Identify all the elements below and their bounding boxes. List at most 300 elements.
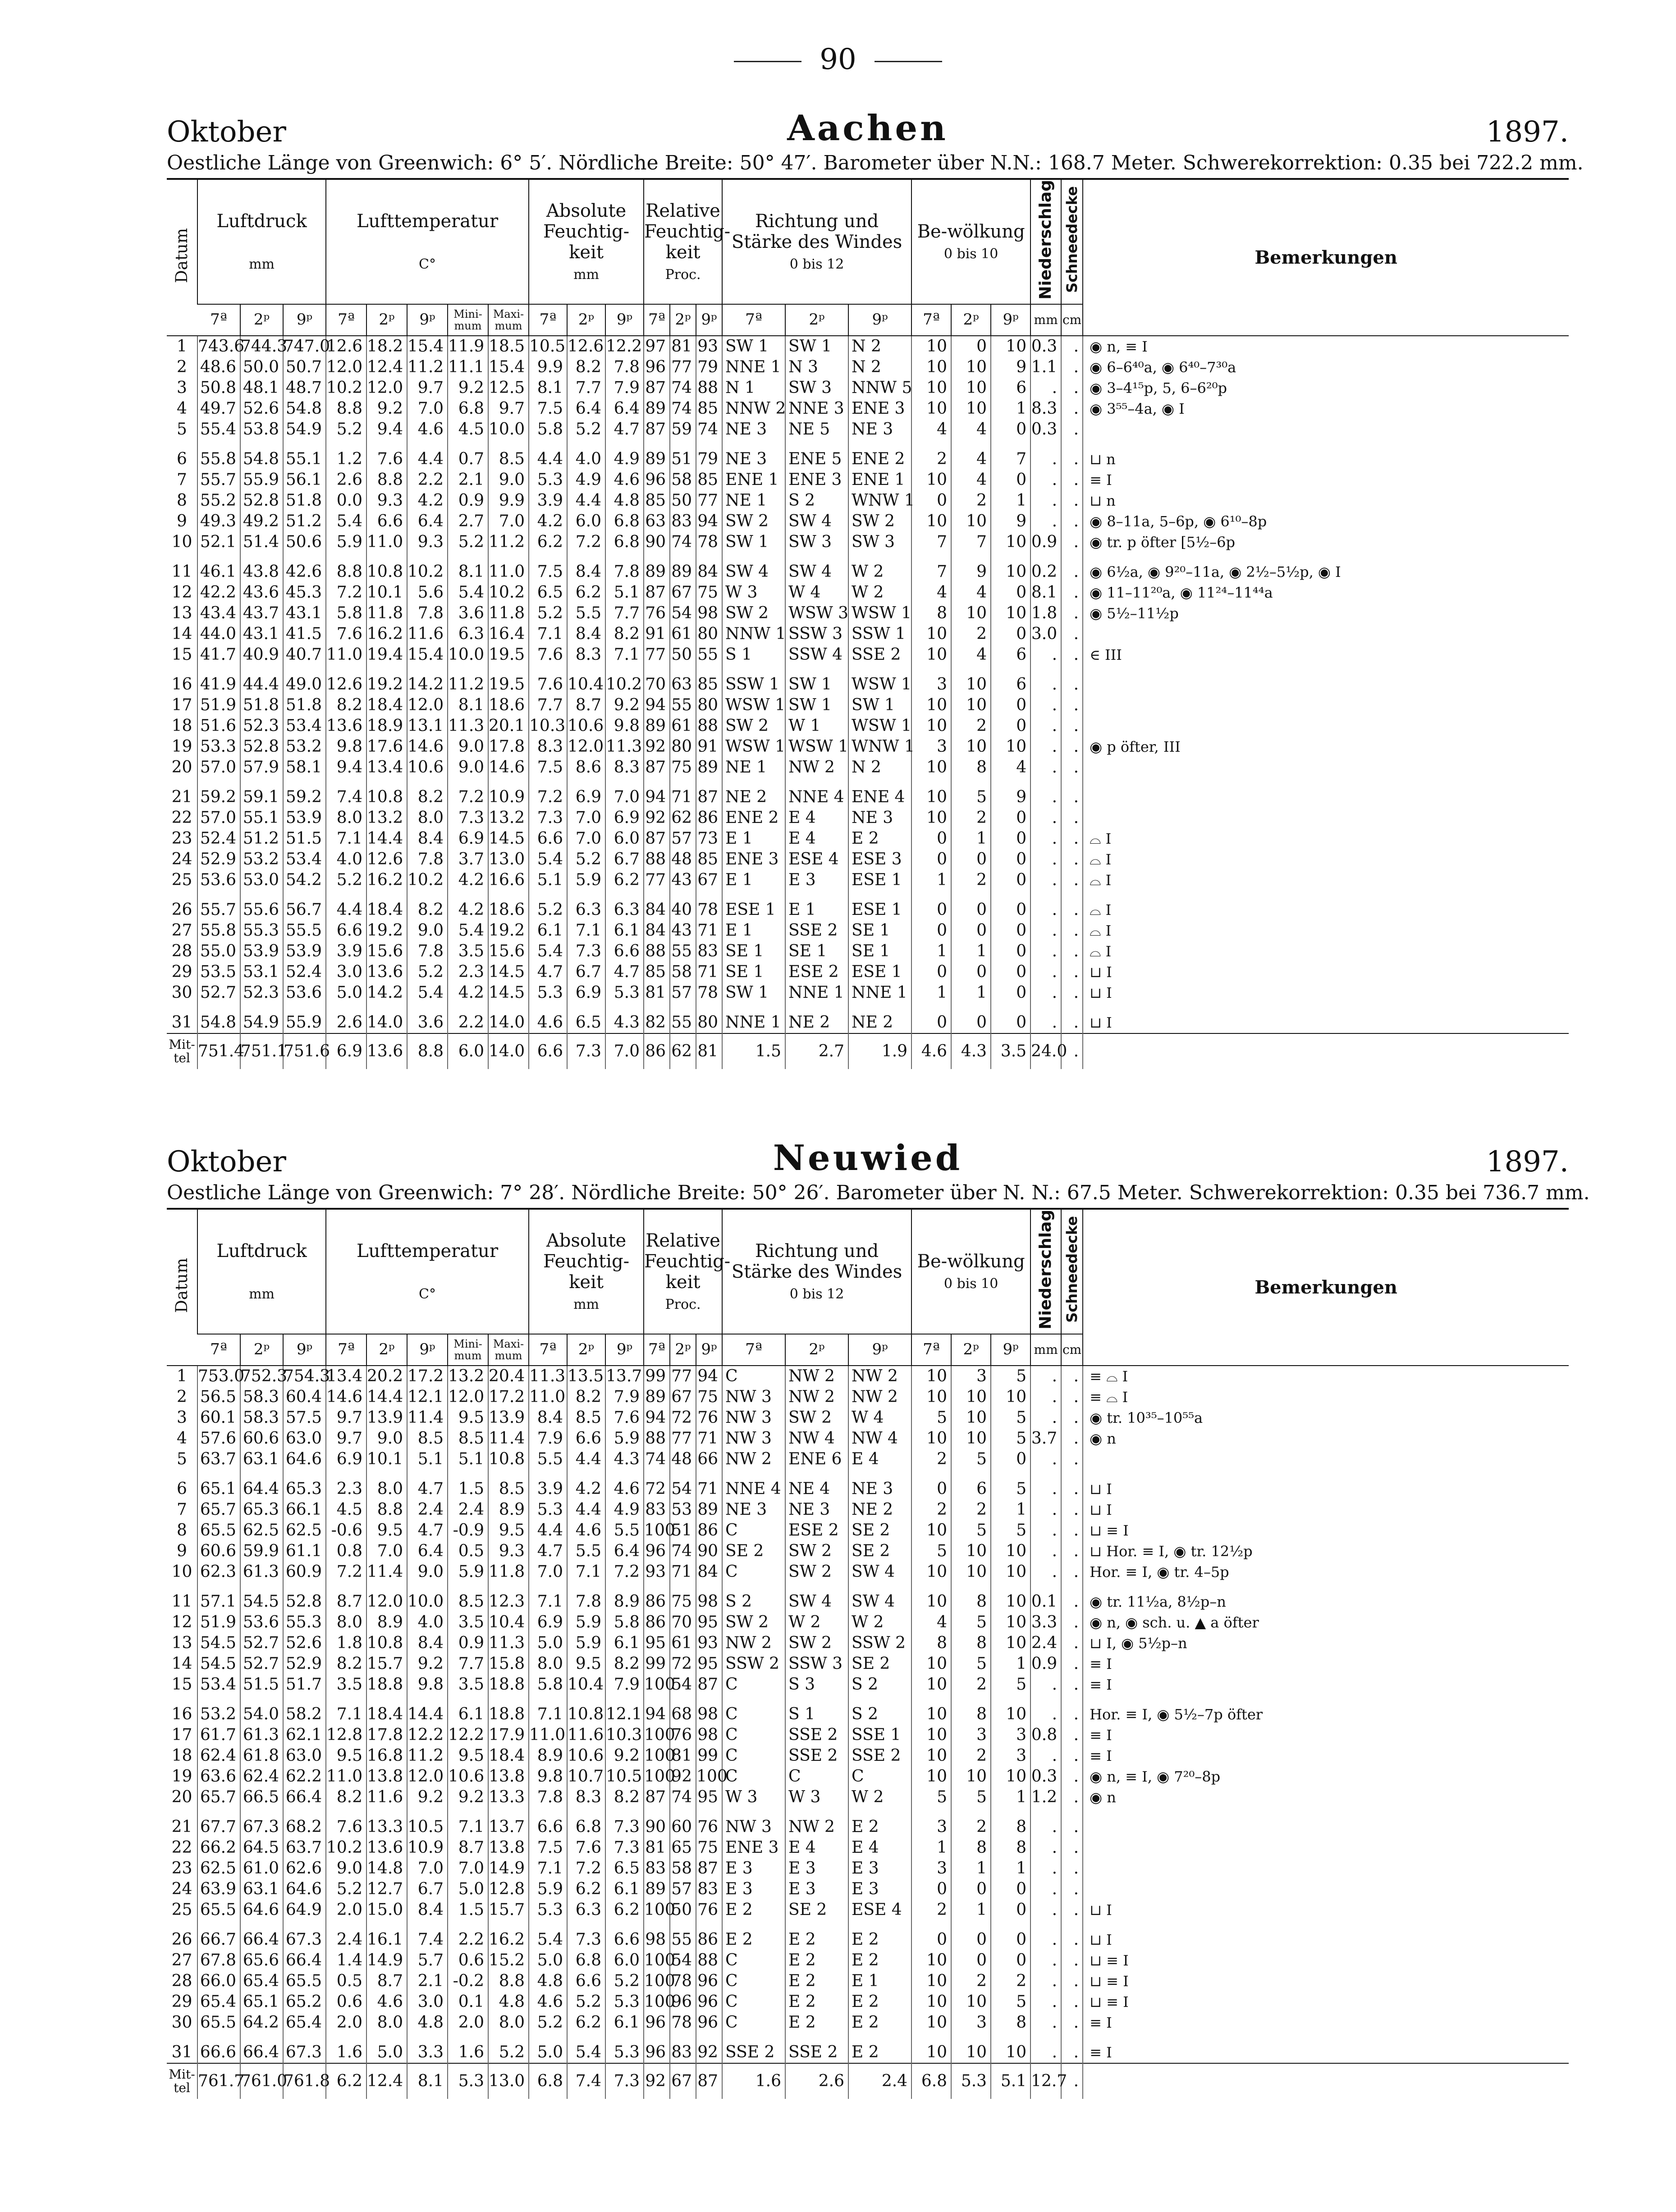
cell: E 2 [722,1900,785,1920]
cell: 12.0 [567,736,605,757]
cell: 9 [991,778,1030,808]
cell: 16.2 [366,870,407,891]
cell: 2 [177,1388,187,1407]
cell: 62.4 [240,1766,283,1787]
cell: 6.8 [605,511,644,532]
cell: ⊔ I, ◉ 5½p–n [1083,1633,1569,1654]
cell: 5 [991,1470,1030,1499]
cell: 74 [670,1541,696,1562]
cell: 98 [644,1920,670,1950]
cell: ≡ I [1083,2012,1569,2033]
cell: 4.3 [605,1449,644,1470]
cell: SW 2 [722,716,785,736]
cell: 100 [644,1766,670,1787]
mean-cell: 6.2 [326,2063,366,2099]
cell: 55 [670,941,696,962]
cell: 89 [644,1387,670,1408]
cell: 53.6 [197,870,240,891]
cell: 5.1 [407,1449,448,1470]
cell: 65.6 [240,1950,283,1971]
cell: NW 2 [785,1366,848,1387]
cell: 28 [171,1972,192,1991]
cell: ◉ 3–4¹⁵p, 5, 6–6²⁰p [1083,378,1569,398]
cell: 11.2 [407,1746,448,1766]
cell: 16.1 [366,1920,407,1950]
schneedecke-header: Schneedecke [1061,180,1083,304]
cell: E 3 [785,1858,848,1879]
cell: 98 [696,1695,722,1725]
cell: 84 [644,891,670,920]
cell: 13.3 [488,1787,529,1808]
mean-cell: 1.9 [848,1033,911,1069]
table-row [167,983,1569,1003]
cell: 84 [644,920,670,941]
cell: 19.5 [488,644,529,665]
cell: 9.5 [326,1746,366,1766]
cell: 96 [644,2012,670,2033]
cell: 8 [951,1633,991,1654]
cell: . [1061,757,1083,778]
mean-cell: . [1061,2063,1083,2099]
subheader-11: 7ª [644,1334,670,1366]
cell: 6 [991,378,1030,398]
cell: 96 [644,357,670,378]
cell: SE 1 [848,920,911,941]
cell: 0 [991,1003,1030,1033]
cell: ◉ n [1083,1428,1569,1449]
cell: 85 [696,470,722,490]
cell: NE 3 [722,1499,785,1520]
cell: 752.3 [240,1366,283,1387]
cell: 55.4 [197,419,240,440]
cell: 43.6 [240,582,283,603]
cell: NW 3 [722,1387,785,1408]
cell: 55.9 [283,1003,326,1033]
dash-left [734,61,801,62]
cell: 83 [670,511,696,532]
cell: ⌓ I [1083,941,1569,962]
cell: 20 [171,758,192,777]
cell: 41.7 [197,644,240,665]
cell: 13.7 [605,1366,644,1387]
cell: 1 [911,983,951,1003]
cell: . [1061,1787,1083,1808]
cell: NNW 5 [848,378,911,398]
cell: . [1061,1612,1083,1633]
cell: 10 [911,1582,951,1612]
cell: 52.9 [197,849,240,870]
cell: 7.7 [448,1654,488,1674]
cell: 5.3 [529,1900,567,1920]
cell: . [1061,2033,1083,2063]
cell: 10 [991,603,1030,624]
cell: E 2 [848,1992,911,2012]
cell: 63 [644,511,670,532]
cell: ⊔ I [1083,983,1569,1003]
cell: . [1061,470,1083,490]
cell: 53.6 [283,983,326,1003]
cell: 49.3 [197,511,240,532]
cell: 0 [911,920,951,941]
cell: 5 [951,1787,991,1808]
cell: 0.6 [448,1950,488,1971]
cell: 95 [696,1787,722,1808]
cell: 77 [696,490,722,511]
cell: 6.2 [567,1879,605,1900]
cell: 74 [670,398,696,419]
cell: 48.7 [283,378,326,398]
cell: 7.4 [407,1920,448,1950]
cell: 8.2 [407,891,448,920]
cell: SE 1 [785,941,848,962]
cell: 8.8 [326,398,366,419]
cell: E 2 [785,1950,848,1971]
cell: 9.3 [366,490,407,511]
cell: SW 4 [848,1582,911,1612]
table-row [167,757,1569,778]
cell: 94 [644,1408,670,1428]
cell: 4.6 [529,1992,567,2012]
cell: 55.1 [240,808,283,828]
mean-label: Mit-tel [167,1033,197,1069]
cell: NNE 4 [722,1470,785,1499]
cell: 43.8 [240,553,283,582]
table-row [167,1920,1569,1950]
cell: 7.0 [448,1858,488,1879]
cell: 2 [951,1499,991,1520]
cell: 54.8 [240,440,283,470]
cell: 6.3 [567,891,605,920]
cell: 0 [951,336,991,357]
cell: 3.9 [326,941,366,962]
cell: 52.7 [197,983,240,1003]
cell: 17.8 [366,1725,407,1746]
cell: SSE 1 [848,1725,911,1746]
cell: E 2 [785,1992,848,2012]
cell: 4.2 [529,511,567,532]
cell: 4.8 [488,1992,529,2012]
cell: 100 [696,1766,722,1787]
cell: 5 [951,1654,991,1674]
cell: 2.6 [326,470,366,490]
cell: 10 [951,603,991,624]
cell: 5.8 [529,419,567,440]
table-row [167,1408,1569,1428]
cell: 0 [951,849,991,870]
cell: WSW 3 [785,603,848,624]
cell: 96 [696,1971,722,1992]
subheader-4: 2ᵖ [366,1334,407,1366]
cell: 100 [644,1674,670,1695]
cell: 7.2 [326,1562,366,1582]
cell: 15.4 [488,357,529,378]
cell: 4.5 [326,1499,366,1520]
cell: 19.2 [366,665,407,695]
cell: 12.0 [448,1387,488,1408]
cell: 6.8 [567,1808,605,1837]
cell: 17.2 [407,1366,448,1387]
cell: 8.7 [326,1582,366,1612]
cell: 10 [991,1562,1030,1582]
cell: . [1030,665,1061,695]
mean-cell: 761.0 [240,2063,283,2099]
mean-cell: 8.8 [407,1033,448,1069]
cell: 7.6 [529,665,567,695]
cell: 65.7 [197,1499,240,1520]
cell: 5.2 [529,603,567,624]
cell: 18.8 [488,1674,529,1695]
weather-table [167,1210,1569,2099]
cell: 1.5 [448,1470,488,1499]
cell: 11.3 [448,716,488,736]
cell: . [1030,808,1061,828]
cell: . [1030,1562,1061,1582]
cell: 4.8 [605,490,644,511]
cell: 100 [644,1971,670,1992]
cell: . [1030,1499,1061,1520]
cell: 8.8 [326,553,366,582]
cell: 51.6 [197,716,240,736]
cell: 4.9 [567,470,605,490]
table-row [167,962,1569,983]
cell: 57.9 [240,757,283,778]
cell: 93 [696,1633,722,1654]
cell: 66 [696,1449,722,1470]
cell: 4.2 [448,983,488,1003]
cell: 6.8 [567,1950,605,1971]
cell: E 3 [848,1879,911,1900]
cell: 83 [696,1879,722,1900]
cell: 77 [670,1428,696,1449]
cell: . [1030,1900,1061,1920]
cell: 66.4 [240,1920,283,1950]
cell: 7.0 [488,511,529,532]
cell: 54.5 [197,1654,240,1674]
cell: SSE 2 [848,1746,911,1766]
cell: W 4 [848,1408,911,1428]
cell: 13.7 [488,1808,529,1837]
cell: 22 [171,1838,192,1857]
cell: 13.4 [366,757,407,778]
cell: 14.8 [366,1858,407,1879]
cell: . [1030,1003,1061,1033]
cell: 1.5 [448,1900,488,1920]
cell: 8.4 [407,1900,448,1920]
cell: 6.1 [448,1695,488,1725]
cell: 20.1 [488,716,529,736]
cell: 23 [171,829,192,848]
cell: 87 [644,757,670,778]
cell: 68 [670,1695,696,1725]
cell: 23 [171,1859,192,1878]
cell: 8 [951,757,991,778]
cell: 59.1 [240,778,283,808]
cell: 85 [696,398,722,419]
cell: 65.2 [283,1992,326,2012]
cell: 7.1 [326,1695,366,1725]
cell: 13.4 [326,1366,366,1387]
cell: C [722,1971,785,1992]
mean-cell [1083,1033,1569,1069]
cell: 48 [670,1449,696,1470]
cell: 80 [696,695,722,716]
cell: 95 [696,1654,722,1674]
cell: 10 [911,1654,951,1674]
mean-cell: 6.6 [529,1033,567,1069]
cell: 14.9 [366,1950,407,1971]
cell: 10 [991,736,1030,757]
mean-cell: 14.0 [488,1033,529,1069]
subheader-6: Mini-mum [448,304,488,336]
table-row [167,1787,1569,1808]
cell: ⊔ I [1083,1499,1569,1520]
cell: 10 [991,1695,1030,1725]
cell: ⊔ n [1083,440,1569,470]
cell: 14.0 [488,1003,529,1033]
cell: . [1030,849,1061,870]
cell: E 4 [848,1837,911,1858]
cell: 5.5 [567,603,605,624]
cell: 11.0 [366,532,407,553]
cell: 11 [171,1592,192,1611]
cell: 76 [670,1725,696,1746]
cell: 10 [911,2012,951,2033]
cell: 2.4 [326,1920,366,1950]
cell: 67.3 [283,2033,326,2063]
cell: 90 [644,1808,670,1837]
cell: SW 4 [785,511,848,532]
cell: 9.8 [326,736,366,757]
cell: SSE 2 [848,644,911,665]
cell: 6 [177,450,187,469]
cell: 61.0 [240,1858,283,1879]
cell: 10.2 [605,665,644,695]
cell: 60.6 [240,1428,283,1449]
cell: 9.8 [529,1766,567,1787]
cell: 7.9 [605,378,644,398]
cell: 11.4 [407,1408,448,1428]
cell: 52.7 [240,1633,283,1654]
cell: 55.8 [197,920,240,941]
cell: 7.0 [366,1541,407,1562]
cell: 10 [911,378,951,398]
cell: 63 [670,665,696,695]
cell: W 1 [785,716,848,736]
cell: . [1061,920,1083,941]
cell: 71 [696,920,722,941]
cell: 10 [951,1387,991,1408]
cell: 62.4 [197,1746,240,1766]
cell: 50.6 [283,532,326,553]
cell: . [1061,1428,1083,1449]
cell: 7 [911,553,951,582]
cell: 13.2 [366,808,407,828]
mean-cell: 7.3 [605,2063,644,2099]
cell: C [722,1695,785,1725]
cell: 10.0 [488,419,529,440]
subheader-18: 2ᵖ [951,1334,991,1366]
cell: 54.0 [240,1695,283,1725]
cell: 10 [171,533,192,552]
cell: 4.2 [407,490,448,511]
table-row [167,1499,1569,1520]
wind-header: Richtung und Stärke des Windes 0 bis 12 [722,180,911,304]
cell: NW 2 [848,1366,911,1387]
cell: 15.6 [488,941,529,962]
cell: 14.4 [366,828,407,849]
cell: 7.7 [605,603,644,624]
cell: 51.8 [240,695,283,716]
cell: . [1030,1408,1061,1428]
table-row [167,1582,1569,1612]
cell: NW 4 [848,1428,911,1449]
cell: N 2 [848,757,911,778]
cell: 52.8 [240,736,283,757]
cell: 60.6 [197,1541,240,1562]
cell: 5 [991,1674,1030,1695]
cell: Hor. ≡ I, ◉ 5½–7p öfter [1083,1695,1569,1725]
cell: 0.3 [1030,419,1061,440]
table-row [167,1633,1569,1654]
cell: 29 [171,1993,192,2011]
cell: 9.5 [366,1520,407,1541]
cell: 12.4 [366,357,407,378]
cell: 2.6 [326,1003,366,1033]
cell: 1.6 [448,2033,488,2063]
cell: 6.7 [605,849,644,870]
cell: E 3 [722,1858,785,1879]
cell: ◉ 6½a, ◉ 9²⁰–11a, ◉ 2½–5½p, ◉ I [1083,553,1569,582]
cell: 11.6 [407,624,448,644]
cell: NE 1 [722,757,785,778]
cell: 8.2 [605,1787,644,1808]
cell: 76 [696,1900,722,1920]
cell: 9.3 [488,1541,529,1562]
table-row [167,1858,1569,1879]
cell: 8 [991,2012,1030,2033]
cell: 88 [644,941,670,962]
cell: . [1061,1470,1083,1499]
cell: 1 [951,983,991,1003]
cell: . [1061,1633,1083,1654]
cell: . [1030,983,1061,1003]
cell: 8.1 [448,553,488,582]
table-row [167,378,1569,398]
cell: ⊔ ≡ I [1083,1992,1569,2012]
cell: 6.2 [529,532,567,553]
subheader-3: 7ª [326,304,366,336]
cell: C [722,1725,785,1746]
cell: . [1030,736,1061,757]
cell: NE 2 [848,1003,911,1033]
cell: . [1061,983,1083,1003]
cell: 50 [670,490,696,511]
cell: 2 [951,716,991,736]
cell: 48.6 [197,357,240,378]
cell: 10.2 [326,378,366,398]
cell: 96 [644,2033,670,2063]
cell: 16 [171,1705,192,1724]
cell: 11.8 [488,603,529,624]
cell: 16.8 [366,1746,407,1766]
cell: 10 [911,1992,951,2012]
cell: 5 [991,1428,1030,1449]
cell: 80 [696,624,722,644]
subheader-14: 7ª [722,304,785,336]
cell: . [1061,2012,1083,2033]
cell: . [1061,378,1083,398]
table-row [167,870,1569,891]
